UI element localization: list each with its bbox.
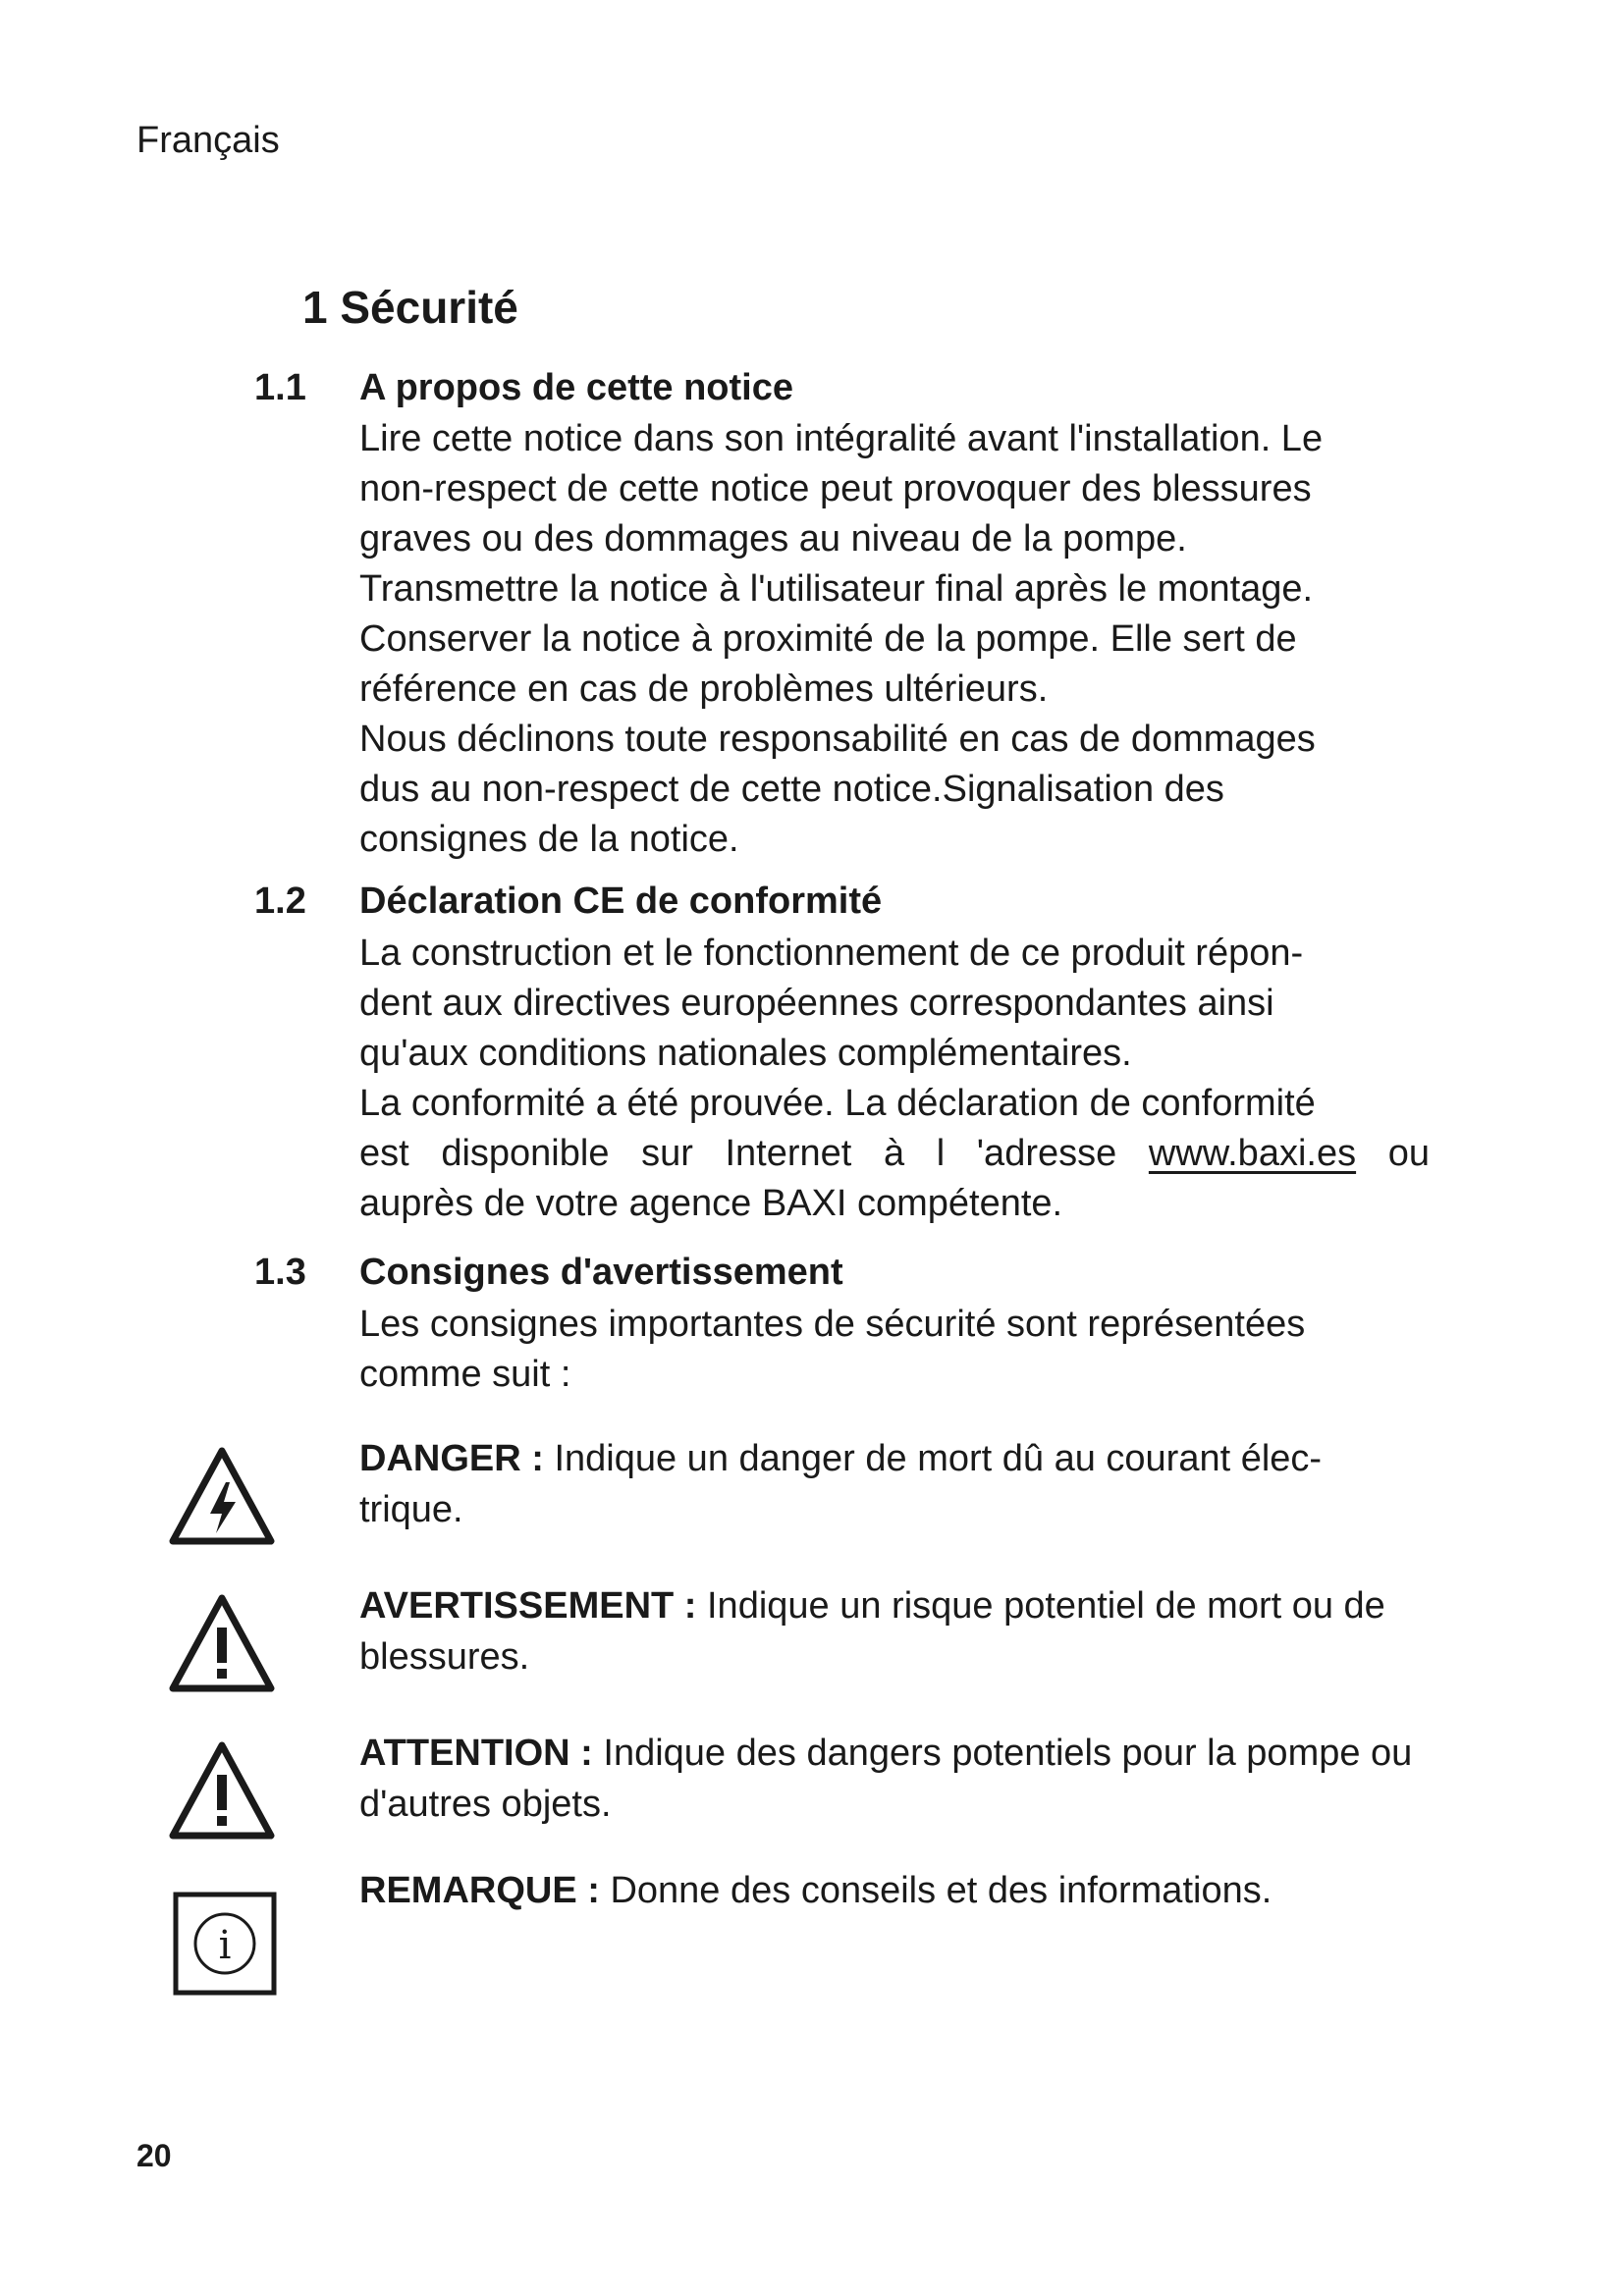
text-line: qu'aux conditions nationales complémentaires. — [359, 1033, 1132, 1074]
info-icon — [173, 1892, 277, 1996]
text-fragment: est disponible sur Internet à l 'adresse — [359, 1133, 1117, 1174]
notice-label: AVERTISSEMENT : — [359, 1585, 697, 1627]
section-body-1-3 — [359, 1300, 1430, 1400]
section-body-1-2 — [359, 929, 1430, 1229]
notice-danger — [359, 1433, 1430, 1535]
notice-text: Donne des conseils et des informations. — [610, 1870, 1272, 1911]
electric-hazard-icon — [167, 1445, 277, 1547]
text-line: graves ou des dommages au niveau de la pompe. — [359, 518, 1187, 560]
text-fragment: ou — [1387, 1133, 1431, 1174]
notice-label: ATTENTION : — [359, 1733, 593, 1774]
section-title-1-2: Déclaration CE de conformité — [359, 881, 883, 922]
warning-triangle-icon — [167, 1739, 277, 1842]
text-line: auprès de votre agence BAXI compétente. — [359, 1183, 1063, 1224]
notice-text: Indique des dangers potentiels pour la pompe ou d'autres objets. — [359, 1733, 1413, 1825]
page-number: 20 — [136, 2138, 172, 2173]
notice-attention — [359, 1728, 1430, 1830]
section-title-1-3: Consignes d'avertissement — [359, 1252, 843, 1293]
notice-remark — [359, 1865, 1430, 1916]
text-line: consignes de la notice. — [359, 819, 739, 860]
text-line-with-link — [359, 1129, 1430, 1179]
text-line: référence en cas de problèmes ultérieurs. — [359, 668, 1049, 710]
baxi-website-link[interactable]: www.baxi.es — [1148, 1133, 1357, 1174]
text-line: Transmettre la notice à l'utilisateur final après le montage. — [359, 568, 1314, 610]
text-line: dent aux directives européennes correspondantes ainsi — [359, 983, 1274, 1024]
notice-label: DANGER : — [359, 1438, 544, 1479]
text-line: La conformité a été prouvée. La déclaration de conformité — [359, 1083, 1316, 1124]
warning-triangle-icon — [167, 1592, 277, 1694]
text-line: non-respect de cette notice peut provoquer des blessures — [359, 468, 1312, 509]
notice-warning — [359, 1580, 1430, 1682]
text-line: Conserver la notice à proximité de la pompe. Elle sert de — [359, 618, 1297, 660]
text-line: Lire cette notice dans son intégralité avant l'installation. Le — [359, 418, 1324, 459]
svg-text:i: i — [218, 1923, 232, 1968]
notice-text: Indique un danger de mort dû au courant élec- trique. — [359, 1438, 1323, 1530]
section-title-1-1: A propos de cette notice — [359, 367, 793, 408]
text-line: Nous déclinons toute responsabilité en cas de dommages — [359, 719, 1316, 760]
text-line: La construction et le fonctionnement de ce produit répon- — [359, 933, 1304, 974]
notice-label: REMARQUE : — [359, 1870, 600, 1911]
text-line: dus au non-respect de cette notice.Signalisation des — [359, 769, 1224, 810]
section-number-1-1: 1.1 — [254, 367, 306, 408]
language-label: Français — [136, 120, 280, 161]
section-number-1-3: 1.3 — [254, 1252, 306, 1293]
text-line: Les consignes importantes de sécurité sont représentées — [359, 1304, 1306, 1345]
section-body-1-1 — [359, 414, 1430, 865]
text-line: comme suit : — [359, 1354, 571, 1395]
section-number-1-2: 1.2 — [254, 881, 306, 922]
notice-text: Indique un risque potentiel de mort ou de blessures. — [359, 1585, 1385, 1678]
chapter-title: 1 Sécurité — [302, 282, 518, 333]
